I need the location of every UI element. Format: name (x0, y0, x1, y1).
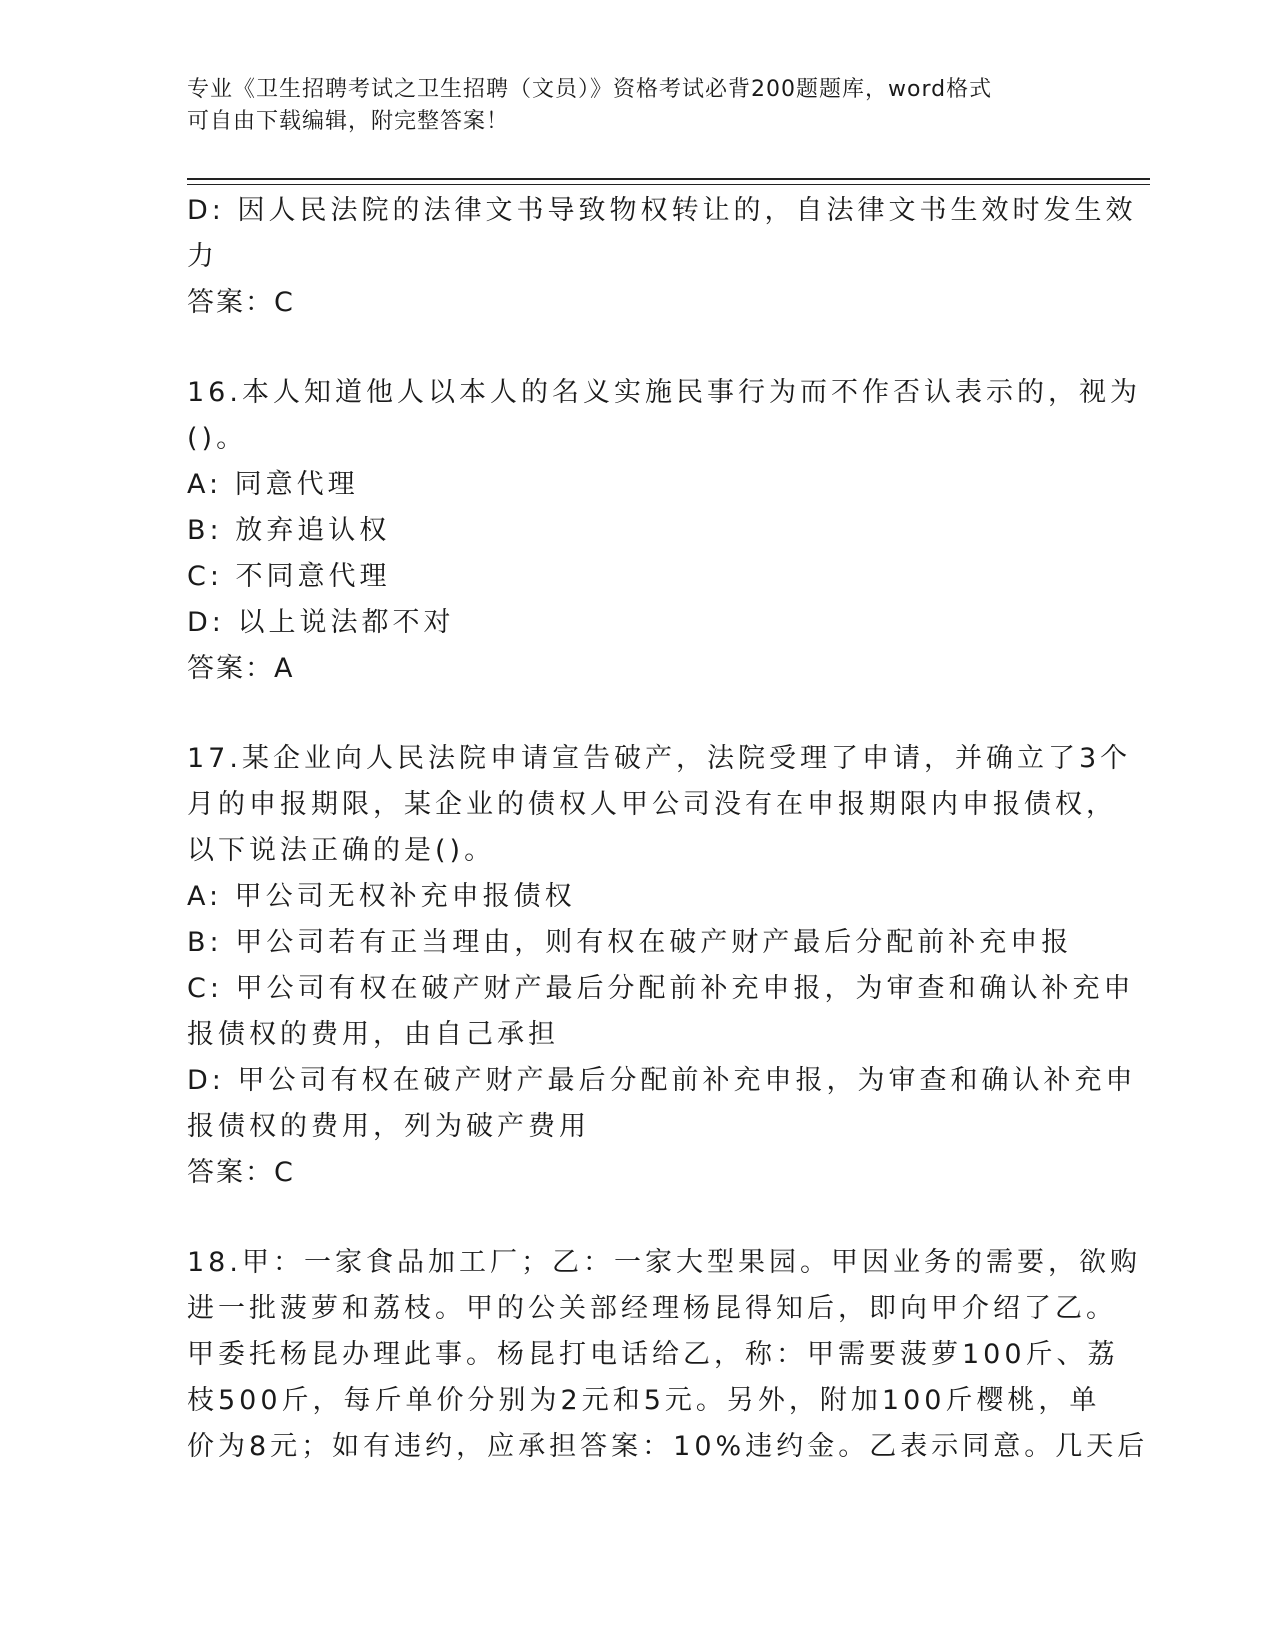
question-stem-continued: 枝500斤，每斤单价分别为2元和5元。另外，附加100斤樱桃，单 (187, 1385, 1101, 1416)
document-header (187, 74, 1067, 138)
question-15-tail (187, 188, 1137, 326)
question-stem-continued: 月的申报期限，某企业的债权人甲公司没有在申报期限内申报债权， (187, 789, 1117, 820)
answer: 答案：C (187, 1157, 295, 1188)
option-d-continued: 报债权的费用，列为破产费用 (187, 1111, 590, 1142)
document-body (187, 188, 1149, 1470)
header-line-2: 可自由下载编辑，附完整答案！ (187, 109, 510, 134)
question-stem: 18.甲：一家食品加工厂；乙：一家大型果园。甲因业务的需要，欲购 (187, 1247, 1141, 1278)
header-divider-thick (187, 178, 1150, 180)
option-d-continued: 力 (187, 241, 218, 272)
option-c: C: 不同意代理 (187, 561, 391, 592)
option-a: A: 甲公司无权补充申报债权 (187, 881, 576, 912)
question-stem-continued: 价为8元；如有违约，应承担答案：10%违约金。乙表示同意。几天后 (187, 1431, 1149, 1462)
header-line-1: 专业《卫生招聘考试之卫生招聘（文员）》资格考试必背200题题库，word格式 (187, 77, 993, 102)
option-b: B: 甲公司若有正当理由，则有权在破产财产最后分配前补充申报 (187, 927, 1073, 958)
question-stem-continued: 以下说法正确的是()。 (187, 835, 496, 866)
option-c-continued: 报债权的费用，由自己承担 (187, 1019, 559, 1050)
option-a: A: 同意代理 (187, 469, 359, 500)
answer: 答案：C (187, 287, 295, 318)
question-17 (187, 736, 1137, 1196)
option-b: B: 放弃追认权 (187, 515, 391, 546)
question-stem: 16.本人知道他人以本人的名义实施民事行为而不作否认表示的，视为 (187, 377, 1141, 408)
option-d: D: 甲公司有权在破产财产最后分配前补充申报，为审查和确认补充申 (187, 1065, 1137, 1096)
question-stem: 17.某企业向人民法院申请宣告破产，法院受理了申请，并确立了3个 (187, 743, 1132, 774)
question-18 (187, 1240, 1149, 1470)
question-stem-continued: 进一批菠萝和荔枝。甲的公关部经理杨昆得知后，即向甲介绍了乙。 (187, 1293, 1117, 1324)
option-d: D: 因人民法院的法律文书导致物权转让的，自法律文书生效时发生效 (187, 195, 1137, 226)
answer: 答案：A (187, 653, 295, 684)
question-stem-continued: ()。 (187, 423, 248, 454)
option-c: C: 甲公司有权在破产财产最后分配前补充申报，为审查和确认补充申 (187, 973, 1135, 1004)
question-16 (187, 370, 1141, 692)
option-d: D: 以上说法都不对 (187, 607, 455, 638)
question-stem-continued: 甲委托杨昆办理此事。杨昆打电话给乙，称：甲需要菠萝100斤、荔 (187, 1339, 1119, 1370)
header-divider-thin (187, 184, 1150, 185)
